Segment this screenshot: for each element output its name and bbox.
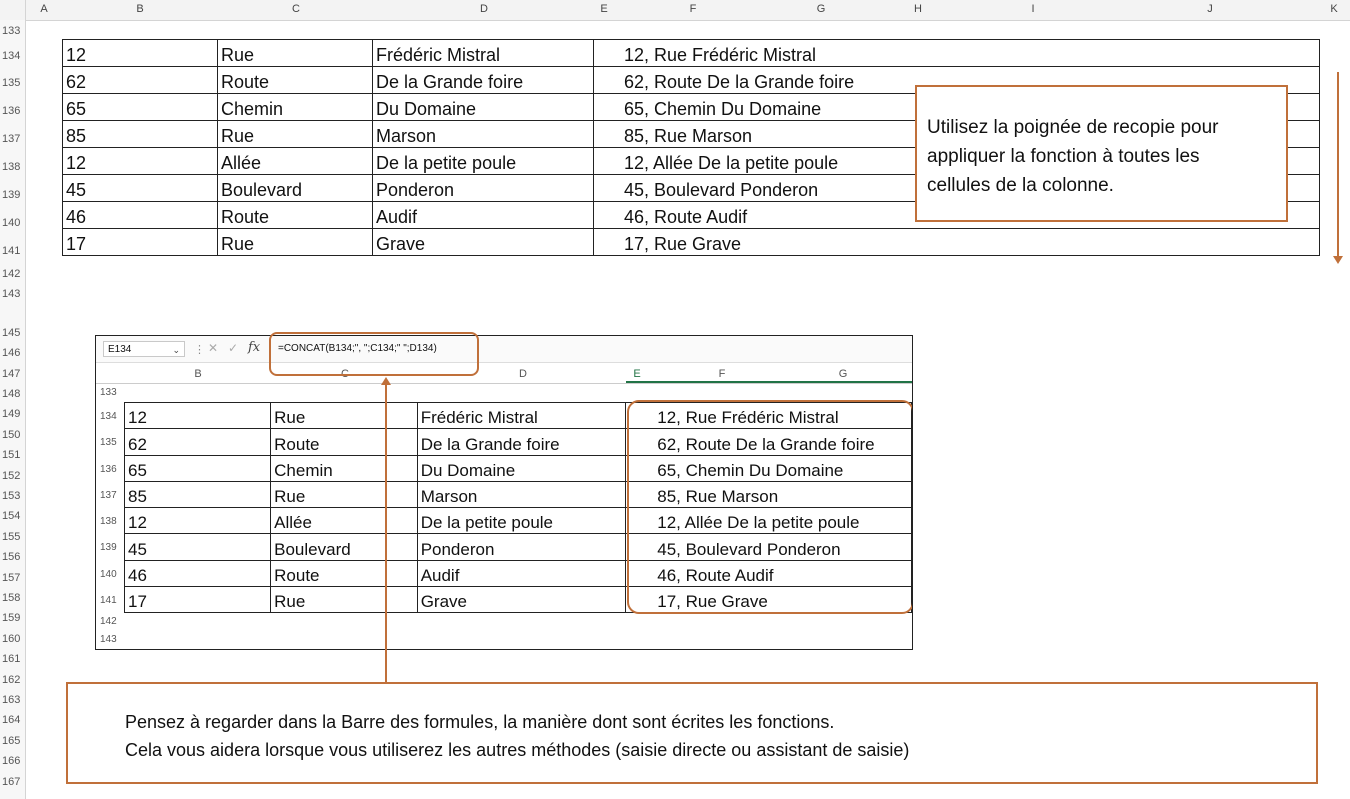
cell-result[interactable]: 12, Rue Frédéric Mistral <box>626 403 912 429</box>
selected-column-indicator <box>626 381 912 383</box>
cell-number[interactable]: 62 <box>63 67 218 94</box>
row-header[interactable]: 141 <box>2 245 21 257</box>
row-header[interactable]: 149 <box>2 408 21 420</box>
cell-street-name[interactable]: Frédéric Mistral <box>417 403 626 429</box>
cancel-icon[interactable]: ✕ <box>208 341 219 355</box>
cell-result[interactable]: 12, Allée De la petite poule <box>594 148 1320 175</box>
table-row <box>63 229 1320 256</box>
row-header[interactable]: 151 <box>2 449 21 461</box>
note-line: Cela vous aidera lorsque vous utiliserez les autres méthodes (saisie directe ou assistant de saisie) <box>125 740 910 760</box>
fill-handle-tip-callout <box>915 85 1288 222</box>
cell-street-type[interactable]: Rue <box>271 403 418 429</box>
inner-row-header[interactable]: 137 <box>100 490 117 501</box>
cell-result[interactable]: 46, Route Audif <box>594 202 1320 229</box>
cell-result[interactable]: 62, Route De la Grande foire <box>594 67 1320 94</box>
row-header[interactable]: 148 <box>2 388 21 400</box>
row-header[interactable]: 145 <box>2 327 21 339</box>
result-column-highlight <box>627 400 913 614</box>
tip-line: Utilisez la poignée de recopie pour <box>927 117 1219 138</box>
row-header[interactable]: 138 <box>2 161 21 173</box>
cell-street-type[interactable]: Route <box>271 560 418 586</box>
cell-street-type[interactable]: Boulevard <box>218 175 373 202</box>
row-header[interactable]: 164 <box>2 714 21 726</box>
formula-bar-note-callout <box>66 682 1318 784</box>
cell-number[interactable]: 65 <box>63 94 218 121</box>
column-header-c[interactable]: C <box>292 3 300 15</box>
cell-street-type[interactable]: Rue <box>218 229 373 256</box>
cell-number[interactable]: 12 <box>63 148 218 175</box>
cell-street-type[interactable]: Rue <box>218 40 373 67</box>
cell-street-name[interactable]: Marson <box>373 121 594 148</box>
cell-result[interactable]: 17, Rue Grave <box>626 587 912 613</box>
row-header[interactable]: 140 <box>2 217 21 229</box>
inner-column-header-e[interactable]: E <box>633 368 641 380</box>
row-header[interactable]: 134 <box>2 50 21 62</box>
cell-number[interactable]: 46 <box>125 560 271 586</box>
inner-column-header-g[interactable]: G <box>838 368 848 380</box>
row-header[interactable]: 160 <box>2 633 21 645</box>
column-header-f[interactable]: F <box>689 3 697 15</box>
cell-result[interactable]: 85, Rue Marson <box>626 481 912 507</box>
cell-street-name[interactable]: Du Domaine <box>373 94 594 121</box>
column-header-i[interactable]: I <box>1031 3 1035 15</box>
row-header[interactable]: 147 <box>2 368 21 380</box>
inner-row-header[interactable]: 135 <box>100 437 117 448</box>
cell-street-type[interactable]: Allée <box>218 148 373 175</box>
inner-row-header[interactable]: 142 <box>100 616 117 627</box>
note-line: Pensez à regarder dans la Barre des formules, la manière dont sont écrites les fonctions. <box>125 712 835 732</box>
down-arrow-icon <box>1337 72 1339 258</box>
row-header[interactable]: 157 <box>2 572 21 584</box>
inner-row-header[interactable]: 140 <box>100 569 117 580</box>
cell-result[interactable]: 65, Chemin Du Domaine <box>594 94 1320 121</box>
insert-function-icon[interactable]: fx <box>248 340 261 355</box>
inner-column-header-bar <box>96 366 912 384</box>
column-header-k[interactable]: K <box>1330 3 1338 15</box>
inner-row-header[interactable]: 134 <box>100 411 117 422</box>
row-header[interactable]: 153 <box>2 490 21 502</box>
inner-row-header[interactable]: 133 <box>100 387 117 398</box>
cell-street-name[interactable]: Audif <box>373 202 594 229</box>
inner-column-header-d[interactable]: D <box>519 368 527 380</box>
row-header[interactable]: 155 <box>2 531 21 543</box>
cell-street-name[interactable]: Grave <box>373 229 594 256</box>
formula-bar <box>96 336 912 363</box>
row-header[interactable]: 136 <box>2 105 21 117</box>
cell-result[interactable]: 17, Rue Grave <box>594 229 1320 256</box>
cell-result[interactable]: 46, Route Audif <box>626 560 912 586</box>
embedded-excel-screenshot <box>95 335 913 650</box>
cell-street-type[interactable]: Route <box>218 67 373 94</box>
cell-number[interactable]: 17 <box>125 587 271 613</box>
table-row <box>63 40 1320 67</box>
cell-number[interactable]: 45 <box>125 534 271 560</box>
row-header[interactable]: 143 <box>2 288 21 300</box>
cell-result[interactable]: 62, Route De la Grande foire <box>626 429 912 455</box>
cell-street-name[interactable]: De la petite poule <box>373 148 594 175</box>
row-header-bar <box>0 20 26 799</box>
cell-street-name[interactable]: Audif <box>417 560 626 586</box>
column-header-bar <box>0 0 1350 21</box>
cell-number[interactable]: 17 <box>63 229 218 256</box>
confirm-icon[interactable]: ✓ <box>228 341 239 355</box>
cell-result[interactable]: 12, Rue Frédéric Mistral <box>594 40 1320 67</box>
cell-street-name[interactable]: Marson <box>417 481 626 507</box>
formula-highlight <box>269 332 479 376</box>
cell-street-name[interactable]: De la Grande foire <box>373 67 594 94</box>
cell-number[interactable]: 85 <box>125 481 271 507</box>
cell-number[interactable]: 85 <box>63 121 218 148</box>
cell-street-name[interactable]: Ponderon <box>373 175 594 202</box>
cell-result[interactable]: 12, Allée De la petite poule <box>626 508 912 534</box>
cell-result[interactable]: 85, Rue Marson <box>594 121 1320 148</box>
formula-input[interactable]: =CONCAT(B134;", ";C134;" ";D134) <box>278 343 437 354</box>
column-header-j[interactable]: J <box>1207 3 1213 15</box>
cell-street-name[interactable]: Grave <box>417 587 626 613</box>
down-arrow-head-icon <box>1333 256 1343 264</box>
cell-street-type[interactable]: Allée <box>271 508 418 534</box>
up-arrow-head-icon <box>381 377 391 385</box>
row-header[interactable]: 154 <box>2 510 21 522</box>
column-header-d[interactable]: D <box>480 3 488 15</box>
row-header[interactable]: 137 <box>2 133 21 145</box>
row-header[interactable]: 162 <box>2 674 21 686</box>
column-header-e[interactable]: E <box>600 3 608 15</box>
cell-street-name[interactable]: Ponderon <box>417 534 626 560</box>
inner-row-header[interactable]: 138 <box>100 516 117 527</box>
cell-result[interactable]: 45, Boulevard Ponderon <box>594 175 1320 202</box>
row-header[interactable]: 152 <box>2 470 21 482</box>
inner-column-header-c[interactable]: C <box>341 368 349 380</box>
row-header[interactable]: 150 <box>2 429 21 441</box>
cell-street-type[interactable]: Chemin <box>218 94 373 121</box>
row-header[interactable]: 158 <box>2 592 21 604</box>
cell-street-name[interactable]: Du Domaine <box>417 455 626 481</box>
row-header[interactable]: 135 <box>2 77 21 89</box>
tip-line: appliquer la fonction à toutes les <box>927 146 1200 167</box>
column-header-a[interactable]: A <box>40 3 48 15</box>
cell-street-name[interactable]: De la petite poule <box>417 508 626 534</box>
cell-number[interactable]: 12 <box>63 40 218 67</box>
row-header[interactable]: 163 <box>2 694 21 706</box>
column-header-g[interactable]: G <box>816 3 826 15</box>
cell-street-type[interactable]: Chemin <box>271 455 418 481</box>
row-header[interactable]: 166 <box>2 755 21 767</box>
up-arrow-icon <box>385 384 387 682</box>
cell-number[interactable]: 12 <box>125 508 271 534</box>
cell-number[interactable]: 65 <box>125 455 271 481</box>
cell-number[interactable]: 12 <box>125 403 271 429</box>
row-header[interactable]: 161 <box>2 653 21 665</box>
row-header[interactable]: 146 <box>2 347 21 359</box>
column-header-b[interactable]: B <box>136 3 144 15</box>
cell-number[interactable]: 46 <box>63 202 218 229</box>
inner-row-header[interactable]: 141 <box>100 595 117 606</box>
more-options-icon[interactable]: ⋮ <box>194 344 205 356</box>
column-header-h[interactable]: H <box>914 3 922 15</box>
tip-line: cellules de la colonne. <box>927 175 1114 196</box>
cell-street-type[interactable]: Route <box>271 429 418 455</box>
cell-street-type[interactable]: Rue <box>271 587 418 613</box>
cell-result[interactable]: 45, Boulevard Ponderon <box>626 534 912 560</box>
row-header[interactable]: 159 <box>2 612 21 624</box>
row-header[interactable]: 142 <box>2 268 21 280</box>
cell-number[interactable]: 45 <box>63 175 218 202</box>
name-box[interactable] <box>103 341 185 357</box>
cell-street-type[interactable]: Boulevard <box>271 534 418 560</box>
row-header[interactable]: 139 <box>2 189 21 201</box>
chevron-down-icon[interactable]: ⌄ <box>172 345 180 355</box>
row-header[interactable]: 133 <box>2 25 21 37</box>
row-header[interactable]: 167 <box>2 776 21 788</box>
cell-street-name[interactable]: De la Grande foire <box>417 429 626 455</box>
cell-street-type[interactable]: Rue <box>271 481 418 507</box>
inner-row-header[interactable]: 136 <box>100 464 117 475</box>
row-header[interactable]: 156 <box>2 551 21 563</box>
name-box-value: E134 <box>108 344 132 355</box>
inner-row-header[interactable]: 139 <box>100 542 117 553</box>
cell-result[interactable]: 65, Chemin Du Domaine <box>626 455 912 481</box>
inner-row-header[interactable]: 143 <box>100 634 117 645</box>
row-header[interactable]: 165 <box>2 735 21 747</box>
cell-number[interactable]: 62 <box>125 429 271 455</box>
cell-street-type[interactable]: Rue <box>218 121 373 148</box>
cell-street-name[interactable]: Frédéric Mistral <box>373 40 594 67</box>
cell-street-type[interactable]: Route <box>218 202 373 229</box>
inner-column-header-f[interactable]: F <box>718 368 726 380</box>
select-all-corner[interactable] <box>0 0 26 20</box>
inner-column-header-b[interactable]: B <box>194 368 202 380</box>
